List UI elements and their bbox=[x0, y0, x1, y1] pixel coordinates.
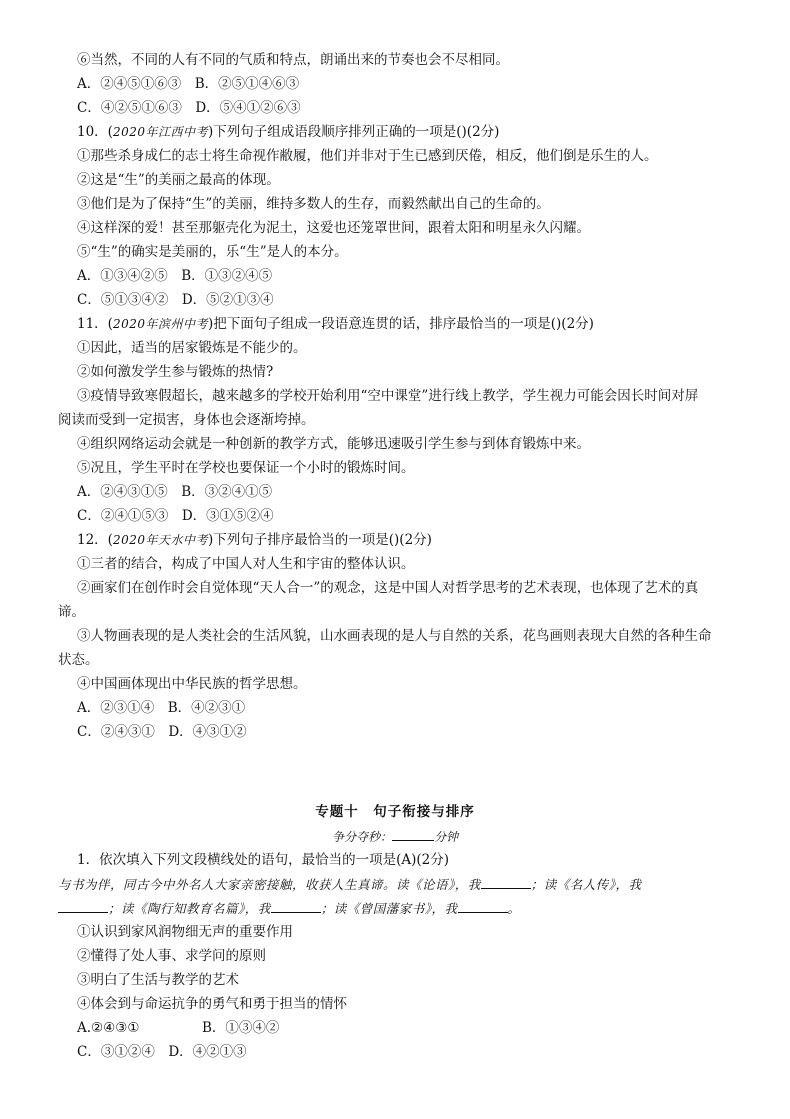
s1-item-2: ②懂得了处人事、求学问的原则 bbox=[77, 948, 266, 964]
q9-options-cd: C．④②⑤①⑥③ D．⑤④①②⑥③ bbox=[77, 100, 301, 116]
q12-item-4: ④中国画体现出中华民族的哲学思想。 bbox=[77, 676, 307, 692]
s1-option-b: B．①③④② bbox=[202, 1020, 280, 1036]
q11-item-1: ①因此，适当的居家锻炼是不能少的。 bbox=[77, 340, 307, 356]
s1-item-3: ③明白了生活与教学的艺术 bbox=[77, 972, 239, 988]
passage-blank-3 bbox=[271, 898, 321, 913]
q10-item-2: ②这是“生”的美丽之最高的体现。 bbox=[77, 172, 280, 188]
passage-blank-4 bbox=[458, 898, 508, 913]
q11-options-cd: C．②④①⑤③ D．③①⑤②④ bbox=[77, 508, 274, 524]
q10-options-ab: A．①③④②⑤ B．①③②④⑤ bbox=[77, 268, 273, 284]
q12-item-1: ①三者的结合，构成了中国人对人生和宇宙的整体认识。 bbox=[77, 556, 415, 572]
q12-options-cd: C．②④③① D．④③①② bbox=[77, 724, 247, 740]
q11-options-ab: A．②④③①⑤ B．③②④①⑤ bbox=[77, 484, 273, 500]
s1-passage-line-2: ；读《陶行知教育名篇》，我 ；读《曾国藩家书》，我 。 bbox=[58, 898, 521, 919]
q11-item-5: ⑤况且，学生平时在学校也要保证一个小时的锻炼时间。 bbox=[77, 460, 415, 476]
q9-options-ab: A．②④⑤①⑥③ B．②⑤①④⑥③ bbox=[77, 76, 300, 92]
q9-item-6: ⑥当然，不同的人有不同的气质和特点，朗诵出来的节奏也会不尽相同。 bbox=[77, 52, 509, 68]
q12-item-3-cont: 状态。 bbox=[58, 652, 99, 668]
q12-item-2-cont: 谛。 bbox=[58, 604, 85, 620]
q12-stem: 12．(2020年天水中考)下列句子排序最恰当的一项是()(2分) bbox=[77, 532, 432, 548]
q10-item-1: ①那些杀身成仁的志士将生命视作敝履，他们并非对于生已感到厌倦，相反，他们倒是乐生的人。 bbox=[77, 148, 658, 164]
q12-item-3: ③人物画表现的是人类社会的生活风貌，山水画表现的是人与自然的关系，花鸟画则表现大自然的各种生命 bbox=[77, 628, 712, 644]
section-title: 专题十 句子衔接与排序 bbox=[315, 804, 475, 820]
s1-options-cd: C．③①②④ D．④②①③ bbox=[77, 1044, 247, 1060]
timer-blank bbox=[392, 826, 434, 841]
s1-stem: 1．依次填入下列文段横线处的语句，最恰当的一项是(A)(2分) bbox=[77, 852, 449, 868]
q10-stem: 10．(2020年江西中考)下列句子组成语段顺序排列正确的一项是()(2分) bbox=[77, 124, 500, 140]
q11-item-3: ③疫情导致寒假超长，越来越多的学校开始利用“空中课堂”进行线上教学，学生视力可能会因长时间对屏 bbox=[77, 388, 699, 404]
passage-blank-2 bbox=[58, 898, 108, 913]
q11-stem: 11．(2020年滨州中考)把下面句子组成一段语意连贯的话，排序最恰当的一项是()(2分) bbox=[77, 316, 594, 332]
section-timer: 争分夺秒： 分钟 bbox=[0, 826, 790, 847]
q12-item-2: ②画家们在创作时会自觉体现“天人合一”的观念，这是中国人对哲学思考的艺术表现，也体现了艺术的真 bbox=[77, 580, 699, 596]
q10-item-3: ③他们是为了保持“生”的美丽，维持多数人的生存，而毅然献出自己的生命的。 bbox=[77, 196, 550, 212]
s1-option-a: A.②④③① bbox=[77, 1020, 140, 1036]
q11-item-3-cont: 阅读而受到一定损害，身体也会逐渐垮掉。 bbox=[58, 412, 315, 428]
q10-item-5: ⑤“生”的确实是美丽的，乐“生”是人的本分。 bbox=[77, 244, 348, 260]
q10-options-cd: C．⑤①③④② D．⑤②①③④ bbox=[77, 292, 274, 308]
s1-passage-line-1: 与书为伴，同古今中外名人大家亲密接触，收获人生真谛。读《论语》，我 ；读《名人传》，我 bbox=[58, 874, 642, 895]
q12-options-ab: A．②③①④ B．④②③① bbox=[77, 700, 246, 716]
passage-blank-1 bbox=[481, 874, 531, 889]
s1-item-1: ①认识到家风润物细无声的重要作用 bbox=[77, 924, 293, 940]
q11-item-2: ②如何激发学生参与锻炼的热情? bbox=[77, 364, 274, 380]
q10-item-4: ④这样深的爱！甚至那躯壳化为泥土，这爱也还笼罩世间，跟着太阳和明星永久闪耀。 bbox=[77, 220, 590, 236]
s1-item-4: ④体会到与命运抗争的勇气和勇于担当的情怀 bbox=[77, 996, 347, 1012]
q11-item-4: ④组织网络运动会就是一种创新的教学方式，能够迅速吸引学生参与到体育锻炼中来。 bbox=[77, 436, 590, 452]
